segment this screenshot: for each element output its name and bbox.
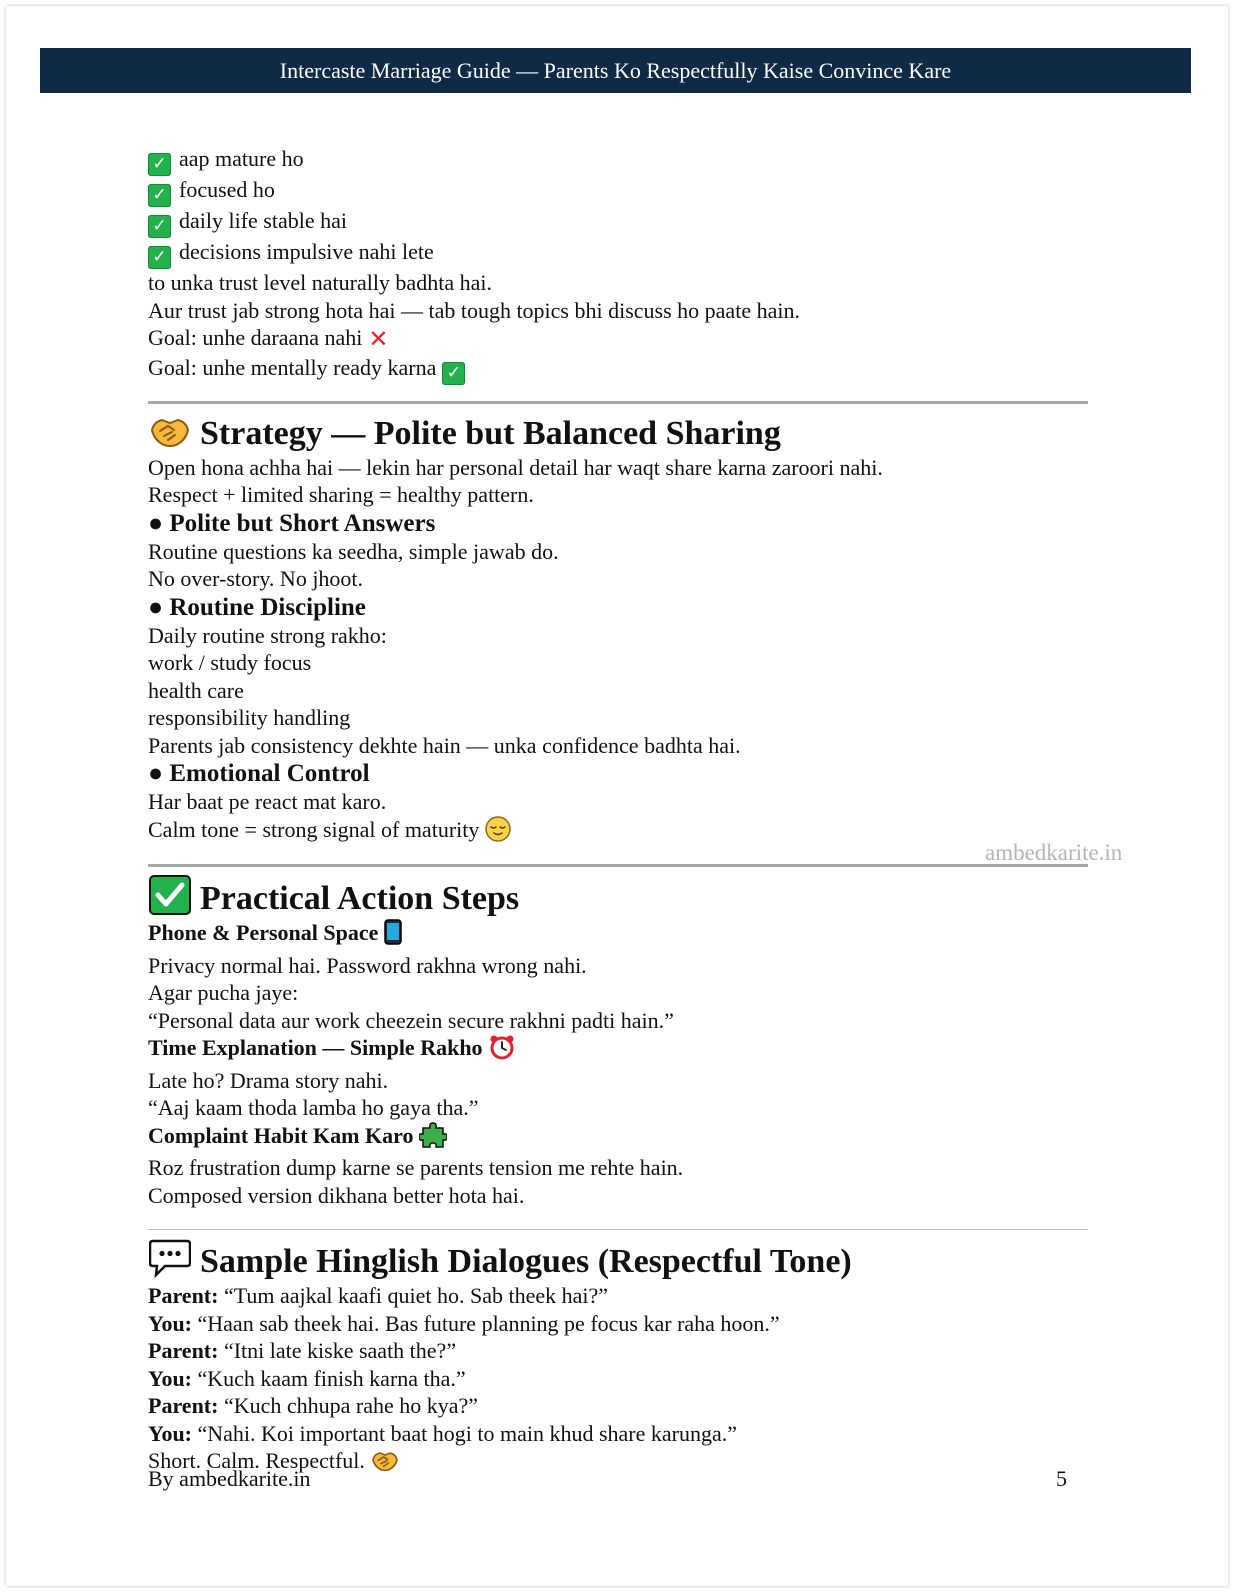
paragraph-line: Routine questions ka seedha, simple jawab do. [148,538,559,564]
paragraph-line: Har baat pe react mat karo. [148,789,387,814]
check-icon: ✓ [148,215,171,238]
step-heading: Time Explanation — Simple Rakho [148,1034,1088,1067]
paragraph-line: Respect + limited sharing = healthy pattern. [148,482,534,507]
paragraph-line: Parents jab consistency dekhte hain — unka confidence badhta hai. [148,732,741,758]
strategy-heading: Strategy — Polite but Balanced Sharing [148,414,1088,454]
section-divider [148,401,1088,404]
footer-credit: By ambedkarite.in [148,1466,311,1491]
paragraph-line: Late ho? Drama story nahi. [148,1067,389,1093]
checklist-item: ✓ daily life stable hai [148,207,1088,238]
dialogue-line: You: “Kuch kaam finish karna tha.” [148,1365,466,1391]
dialogue-line: Parent: “Kuch chhupa rahe ho kya?” [148,1393,479,1418]
paragraph-line: Daily routine strong rakho: [148,622,387,648]
step-heading: Complaint Habit Kam Karo [148,1122,1088,1155]
paragraph-line: responsibility handling [148,705,351,730]
section-divider [148,864,1088,867]
watermark: ambedkarite.in [985,840,1123,865]
section-divider [148,1229,1088,1230]
handshake-icon [148,414,192,454]
paragraph-line: Agar pucha jaye: [148,980,299,1005]
paragraph-line: Calm tone = strong signal of maturity [148,816,1088,849]
paragraph-line: to unka trust level naturally badhta hai. [148,270,492,295]
paragraph-line: “Personal data aur work cheezein secure rakhni padti hain.” [148,1007,674,1033]
closing-line: Short. Calm. Respectful. [148,1447,1088,1480]
checklist-item: ✓ decisions impulsive nahi lete [148,238,1088,269]
actions-heading: Practical Action Steps [148,875,1088,919]
paragraph-line: Privacy normal hai. Password rakhna wrong nahi. [148,952,587,978]
handshake-icon [371,1449,399,1480]
subheading: ● Polite but Short Answers [148,509,436,537]
paragraph-line: Roz frustration dump karne se parents tension me rehte hain. [148,1155,684,1180]
subheading: ● Emotional Control [148,760,370,787]
check-icon: ✓ [148,246,171,269]
document-title: Intercaste Marriage Guide — Parents Ko Respectfully Kaise Convince Kare [279,58,952,83]
check-icon: ✓ [148,153,171,176]
relieved-face-icon [485,816,511,849]
check-icon [148,875,192,915]
dialogue-line: Parent: “Tum aajkal kaafi quiet ho. Sab theek hai?” [148,1283,609,1308]
speech-bubble-icon [148,1238,192,1278]
goal-yes-line: Goal: unhe mentally ready karna ✓ [148,354,1088,385]
intro-checklist [148,145,1088,269]
paragraph-line: “Aaj kaam thoda lamba ho gaya tha.” [148,1095,479,1120]
dialogue-line: You: “Nahi. Koi important baat hogi to main khud share karunga.” [148,1420,737,1446]
puzzle-icon [419,1122,447,1155]
check-icon: ✓ [148,184,171,207]
paragraph-line: No over-story. No jhoot. [148,566,364,591]
page-content [148,145,1088,1480]
page-number: 5 [1056,1466,1067,1491]
paragraph-line: Composed version dikhana better hota hai. [148,1182,525,1208]
dialogue-line: You: “Haan sab theek hai. Bas future planning pe focus kar raha hoon.” [148,1310,780,1336]
step-heading: Phone & Personal Space [148,919,1088,952]
alarm-clock-icon [489,1034,515,1067]
phone-icon [384,919,402,952]
checklist-item: ✓ aap mature ho [148,145,1088,176]
header-bar [40,48,1191,93]
cross-mark-icon: ✕ [368,325,389,353]
subheading: ● Routine Discipline [148,593,366,621]
dialogues-heading: Sample Hinglish Dialogues (Respectful Tone) [148,1238,1088,1282]
checklist-item: ✓ focused ho [148,176,1088,207]
paragraph-line: health care [148,677,244,703]
goal-no-line: Goal: unhe daraana nahi ✕ [148,325,389,353]
paragraph-line: work / study focus [148,650,312,675]
dialogue-line: Parent: “Itni late kiske saath the?” [148,1338,457,1363]
paragraph-line: Aur trust jab strong hota hai — tab tough topics bhi discuss ho paate hain. [148,297,800,323]
check-icon: ✓ [442,362,465,385]
paragraph-line: Open hona achha hai — lekin har personal detail har waqt share karna zaroori nahi. [148,454,883,480]
